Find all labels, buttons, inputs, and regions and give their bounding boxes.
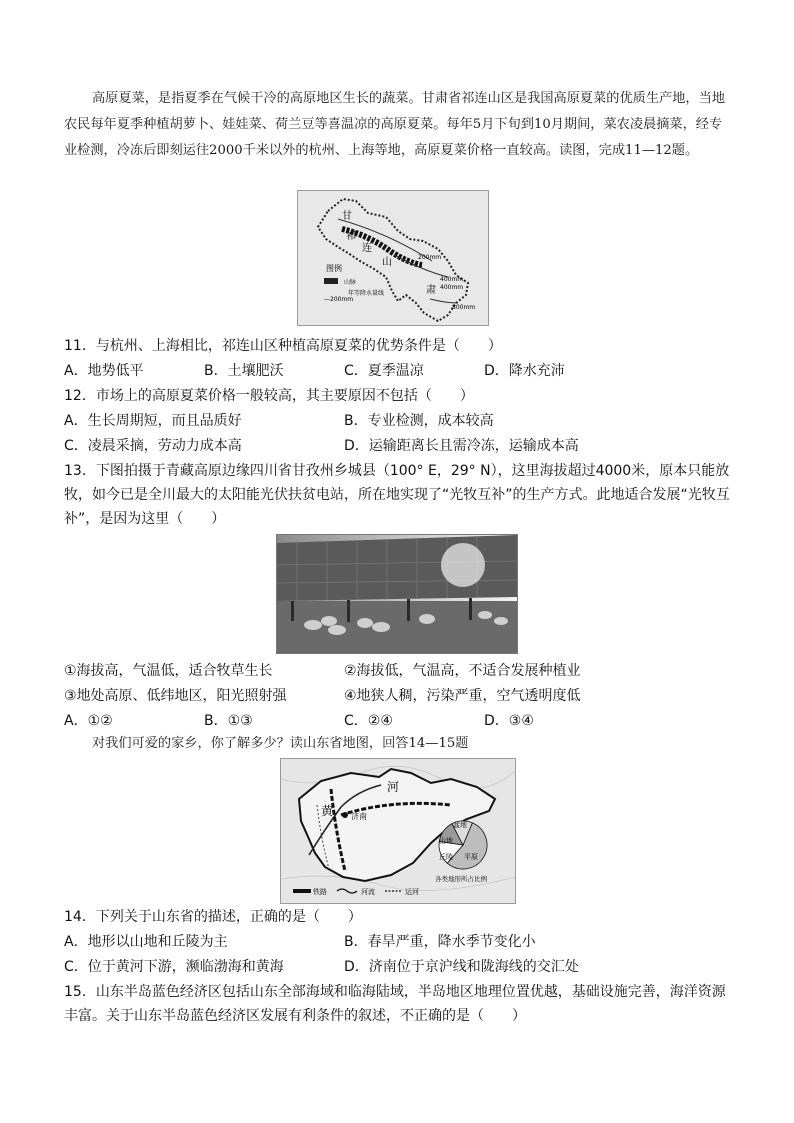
q11-option-b: B．土壤肥沃 <box>204 363 284 379</box>
gansu-map <box>297 190 489 326</box>
legend-canal: 运河 <box>405 888 419 896</box>
legend-mountain: 山脉 <box>344 279 357 286</box>
shandong-map <box>280 758 516 904</box>
sun-glare <box>441 543 485 587</box>
legend-mountain-icon <box>324 278 338 284</box>
label-su: 肃 <box>426 285 436 296</box>
legend-rail: 铁路 <box>313 888 327 896</box>
q12-option-d: D．运输距离长且需冷冻，运输成本高 <box>344 438 579 454</box>
q11-option-d: D．降水充沛 <box>484 363 565 379</box>
pie-label-mountain: 山地 <box>439 837 453 845</box>
contour-label-3: 400mm <box>440 284 464 291</box>
label-shan: 山 <box>382 257 392 268</box>
legend-isohyet: 年等降水量线 <box>348 290 385 297</box>
q13-option-c: C．②④ <box>344 713 393 729</box>
q14-option-d: D．济南位于京沪线和陇海线的交汇处 <box>344 959 579 975</box>
q14-option-a: A．地形以山地和丘陵为主 <box>64 934 228 950</box>
q11-option-a: A．地势低平 <box>64 363 144 379</box>
shandong-map-svg <box>281 759 515 903</box>
label-jinan: 济南 <box>351 812 367 821</box>
q13-statement-3: ③地处高原、低纬地区，阳光照射强 <box>64 688 287 704</box>
pie-caption: 各类地形所占比例 <box>435 875 487 883</box>
pie-label-plain: 平原 <box>464 853 478 861</box>
solar-pasture-photo <box>276 534 518 654</box>
q13-statement-1: ①海拔高，气温低，适合牧草生长 <box>64 663 273 679</box>
question-14-stem: 14．下列关于山东省的描述，正确的是（ ） <box>64 909 362 925</box>
label-gan: 甘 <box>342 211 352 222</box>
label-qi: 祁 <box>346 231 356 242</box>
q11-option-c: C．夏季温凉 <box>344 363 424 379</box>
label-lian: 连 <box>362 243 372 254</box>
legend-isohyet-line: —200mm <box>324 296 354 303</box>
legend-title: 图例 <box>326 264 342 273</box>
contour-label-1: 200mm <box>418 254 442 261</box>
q13-option-b: B．①③ <box>204 713 253 729</box>
gansu-map-svg <box>298 191 488 325</box>
pie-label-hill: 丘陵 <box>439 853 453 861</box>
q12-option-c: C．凌晨采摘，劳动力成本高 <box>64 438 242 454</box>
legend-river: 河流 <box>361 888 375 896</box>
q13-statement-4: ④地狭人稠，污染严重，空气透明度低 <box>344 688 581 704</box>
q13-option-d: D．③④ <box>484 713 534 729</box>
q13-option-a: A．①② <box>64 713 113 729</box>
q13-statement-2: ②海拔低，气温高，不适合发展种植业 <box>344 663 581 679</box>
q12-option-b: B．专业检测，成本较高 <box>344 413 494 429</box>
question-15-stem: 15．山东半岛蓝色经济区包括山东全部海域和临海陆域，半岛地区地理位置优越，基础设施完善，海洋资源丰富。关于山东半岛蓝色经济区发展有利条件的叙述，不正确的是（ ） <box>64 984 726 1024</box>
label-he: 河 <box>387 780 400 794</box>
contour-label-4: 800mm <box>452 304 476 311</box>
question-11-stem: 11．与杭州、上海相比，祁连山区种植高原夏菜的优势条件是（ ） <box>64 338 502 354</box>
q12-option-a: A．生长周期短，而且品质好 <box>64 413 242 429</box>
legend-rail-icon <box>293 889 311 893</box>
contour-label-2: 400mm <box>440 276 464 283</box>
passage-shandong: 对我们可爱的家乡，你了解多少？读山东省地图，回答14—15题 <box>92 736 469 751</box>
label-huang: 黄 <box>321 804 334 818</box>
pie-label-basin: 盆地 <box>453 821 467 829</box>
jinan-city-marker <box>342 812 348 818</box>
question-12-stem: 12．市场上的高原夏菜价格一般较高，其主要原因不包括（ ） <box>64 388 474 404</box>
passage-gaoyuan-xiacai: 高原夏菜，是指夏季在气候干冷的高原地区生长的蔬菜。甘肃省祁连山区是我国高原夏菜的优质生产地，当地农民每年夏季种植胡萝卜、娃娃菜、荷兰豆等喜温凉的高原夏菜。每年5月下旬到10月期间，菜农凌晨摘菜，经专业检测，冷冻后即刻运往2000千米以外的杭州、上海等地，高原夏菜价格一直较高。读图，完成11—12题。 <box>64 91 725 158</box>
question-13-stem: 13．下图拍摄于青藏高原边缘四川省甘孜州乡城县（100° E，29° N），这里海拔超过4000米，原本只能放牧，如今已是全川最大的太阳能光伏扶贫电站，所在地实现了“光牧互补”的生产方式。此地适合发展“光牧互补”，是因为这里（ ） <box>64 463 730 527</box>
solar-photo-svg <box>277 535 517 653</box>
q14-option-c: C．位于黄河下游，濒临渤海和黄海 <box>64 959 284 975</box>
q14-option-b: B．春旱严重，降水季节变化小 <box>344 934 536 950</box>
